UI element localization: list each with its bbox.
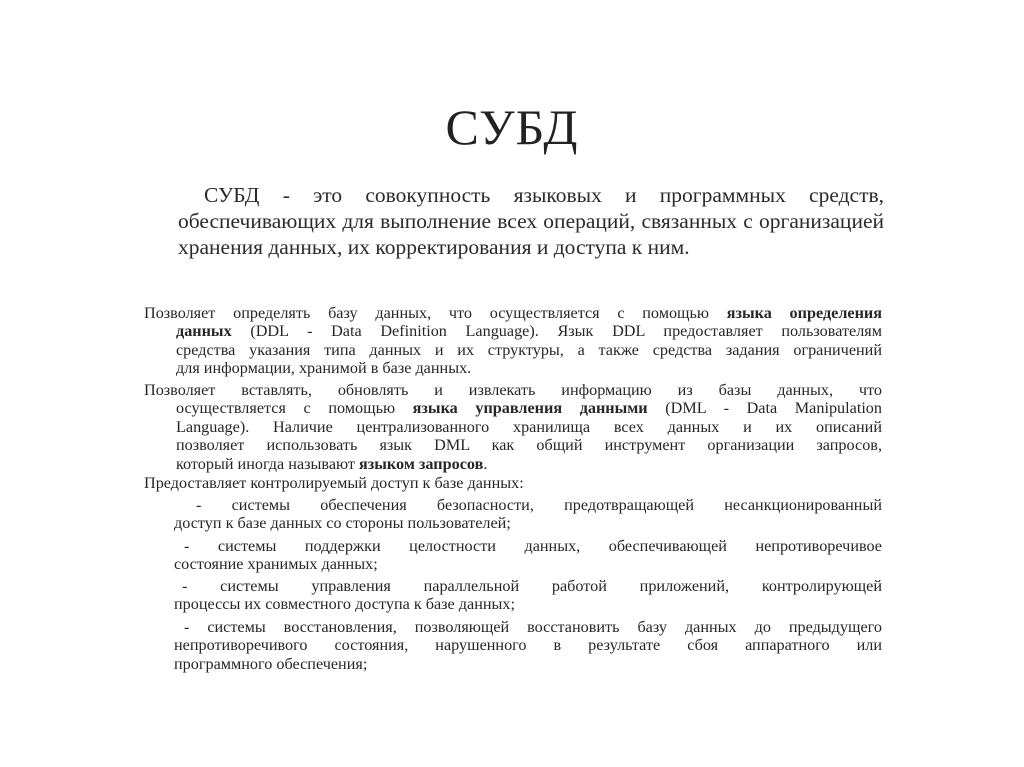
list-item: - системы управления параллельной работой приложений, контролирующей процессы их совместного доступа к базе данных; — [174, 577, 882, 614]
paragraph-line: который иногда называют языком запросов. — [176, 454, 488, 473]
bold-term: языка управления данными — [412, 399, 648, 418]
bold-term: языком запросов — [359, 454, 484, 473]
list-item: - системы обеспечения безопасности, предотвращающей несанкционированный доступ к базе данных со стороны пользователей; — [174, 496, 882, 533]
paragraph-line: данных (DDL - Data Definition Language). Язык DDL предоставляет пользователям — [176, 322, 882, 341]
paragraph-dml — [144, 381, 882, 473]
definition-paragraph: СУБД - это совокупность языковых и программных средств, обеспечивающих для выполнение всех операций, связанных с организацией хранения данных, их корректирования и доступа к ним. — [178, 183, 884, 259]
paragraph-line: для информации, хранимой в базе данных. — [176, 359, 472, 378]
bold-term: языка определения — [726, 304, 882, 322]
paragraph-access — [144, 474, 882, 492]
paragraph-line: позволяет использовать язык DML как общий инструмент организации запросов, — [176, 436, 882, 455]
paragraph-line: осуществляется с помощью языка управления данными (DML - Data Manipulation — [176, 399, 882, 418]
list-item: - системы восстановления, позволяющей восстановить базу данных до предыдущего непротиворечивого состояния, нарушенного в результате сбоя аппаратного или программного обеспечения; — [174, 618, 882, 673]
bold-term: данных — [176, 322, 232, 341]
paragraph-line: Предоставляет контролируемый доступ к базе данных: — [144, 474, 524, 492]
paragraph-line: Language). Наличие централизованного хранилища всех данных и их описаний — [176, 417, 882, 436]
paragraph-line: средства указания типа данных и их структуры, а также средства задания ограничений — [176, 340, 882, 359]
paragraph-line: Позволяет определять базу данных, что осуществляется с помощью языка определения — [144, 304, 882, 322]
slide-title: СУБД — [445, 99, 579, 155]
paragraph-line: Позволяет вставлять, обновлять и извлекать информацию из базы данных, что — [144, 381, 882, 399]
paragraph-ddl — [144, 304, 882, 378]
list-item: - системы поддержки целостности данных, обеспечивающей непротиворечивое состояние хранимых данных; — [174, 537, 882, 574]
